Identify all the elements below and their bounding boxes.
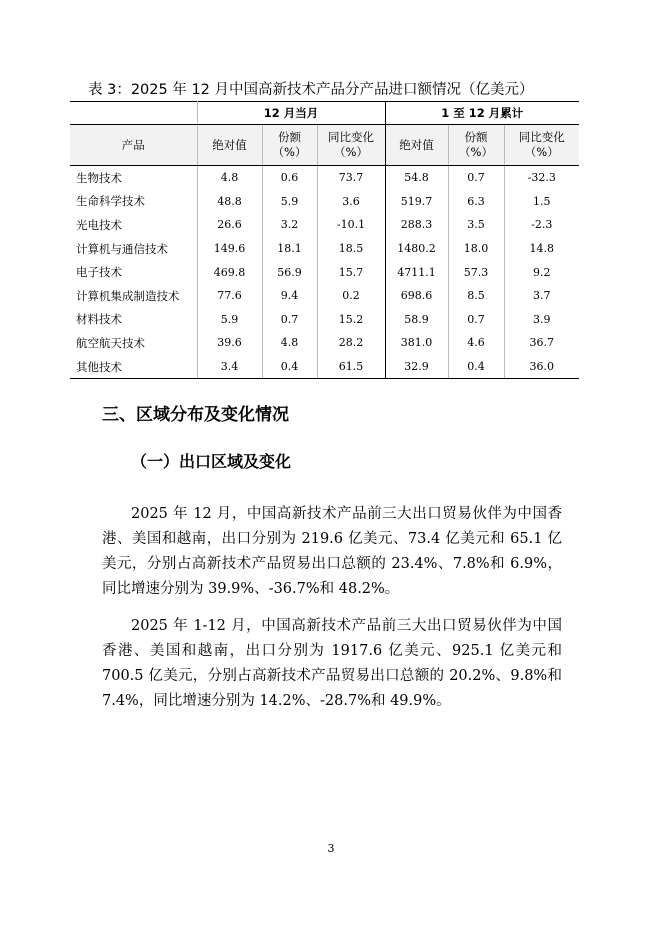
cell-ytd-share: 0.7 [448, 166, 504, 190]
cell-month-abs: 149.6 [197, 237, 262, 261]
cell-product: 计算机与通信技术 [70, 237, 197, 261]
col-header-abs-month: 绝对值 [197, 125, 262, 166]
table-row [70, 237, 579, 261]
cell-month-share: 0.4 [262, 355, 317, 379]
cell-month-yoy: 18.5 [317, 237, 385, 261]
table-row [70, 260, 579, 284]
col-header-yoy-month [317, 125, 385, 166]
cell-product: 计算机集成制造技术 [70, 284, 197, 308]
cell-product: 生物技术 [70, 166, 197, 190]
cell-month-abs: 3.4 [197, 355, 262, 379]
cell-month-abs: 39.6 [197, 331, 262, 355]
group-header-month: 12 月当月 [197, 102, 385, 125]
table-row [70, 331, 579, 355]
table-row [70, 355, 579, 379]
cell-month-yoy: 15.7 [317, 260, 385, 284]
cell-month-share: 56.9 [262, 260, 317, 284]
cell-product: 航空航天技术 [70, 331, 197, 355]
cell-ytd-share: 6.3 [448, 190, 504, 214]
cell-month-yoy: 28.2 [317, 331, 385, 355]
cell-month-yoy: 15.2 [317, 308, 385, 332]
cell-product: 光电技术 [70, 213, 197, 237]
cell-ytd-share: 0.7 [448, 308, 504, 332]
cell-ytd-abs: 58.9 [385, 308, 448, 332]
cell-ytd-yoy: 36.0 [504, 355, 579, 379]
group-header-blank [70, 102, 197, 125]
cell-month-share: 0.7 [262, 308, 317, 332]
body-paragraph: 2025 年 12 月，中国高新技术产品前三大出口贸易伙伴为中国香港、美国和越南，出口分别为 219.6 亿美元、73.4 亿美元和 65.1 亿美元，分别占高新技术产品贸易出口总额的 23.4%、7.8%和 6.9%，同比增速分别为 39.9%、-36.7%和 48.2%。 [102, 505, 562, 597]
cell-month-abs: 77.6 [197, 284, 262, 308]
cell-month-yoy: 61.5 [317, 355, 385, 379]
cell-ytd-abs: 381.0 [385, 331, 448, 355]
cell-ytd-share: 8.5 [448, 284, 504, 308]
cell-product: 其他技术 [70, 355, 197, 379]
table-row [70, 284, 579, 308]
cell-month-yoy: 0.2 [317, 284, 385, 308]
col-header-share-month [262, 125, 317, 166]
cell-month-share: 5.9 [262, 190, 317, 214]
table-group-header-row [70, 102, 579, 125]
col-header-yoy-month-text: 同比变化 （%） [328, 130, 374, 159]
cell-ytd-share: 18.0 [448, 237, 504, 261]
cell-month-share: 18.1 [262, 237, 317, 261]
col-header-yoy-ytd [504, 125, 579, 166]
cell-ytd-abs: 288.3 [385, 213, 448, 237]
table-caption: 表 3：2025 年 12 月中国高新技术产品分产品进口额情况（亿美元） [88, 82, 534, 98]
cell-month-yoy: 3.6 [317, 190, 385, 214]
cell-ytd-abs: 519.7 [385, 190, 448, 214]
subsection-heading: （一）出口区域及变化 [131, 452, 292, 471]
cell-ytd-yoy: 1.5 [533, 194, 551, 208]
import-table [70, 101, 579, 379]
cell-product: 电子技术 [70, 260, 197, 284]
cell-ytd-share: 57.3 [448, 260, 504, 284]
cell-month-abs: 469.8 [197, 260, 262, 284]
table-row [70, 166, 579, 190]
cell-month-share: 0.6 [262, 166, 317, 190]
cell-month-abs: 26.6 [197, 213, 262, 237]
col-header-abs-ytd: 绝对值 [385, 125, 448, 166]
cell-month-share: 9.4 [262, 284, 317, 308]
col-header-share-ytd [448, 125, 504, 166]
cell-ytd-abs: 54.8 [385, 166, 448, 190]
cell-ytd-yoy: -2.3 [531, 218, 553, 232]
table-row [70, 213, 579, 237]
cell-month-share: 4.8 [262, 331, 317, 355]
cell-month-abs: 48.8 [197, 190, 262, 214]
section-heading: 三、区域分布及变化情况 [102, 405, 289, 425]
col-header-yoy-ytd-text: 同比变化 （%） [518, 130, 565, 159]
body-paragraph: 2025 年 1-12 月，中国高新技术产品前三大出口贸易伙伴为中国香港、美国和越南，出口分别为 1917.6 亿美元、925.1 亿美元和 700.5 亿美元，分别占高新技术产品贸易出口总额的 20.2%、9.8%和 7.4%，同比增速分别为 14.2%、-28.7%和 49.9%。 [102, 617, 562, 709]
cell-ytd-yoy: 3.7 [533, 289, 551, 303]
table-column-header-row [70, 125, 579, 166]
cell-month-share: 3.2 [262, 213, 317, 237]
cell-ytd-share: 3.5 [448, 213, 504, 237]
cell-ytd-yoy: -32.3 [527, 171, 556, 185]
col-header-share-ytd-text: 份额 （%） [459, 130, 493, 159]
cell-month-yoy: 73.7 [317, 166, 385, 190]
table-row [70, 190, 579, 214]
cell-ytd-yoy: 36.7 [529, 336, 555, 350]
cell-ytd-yoy: 14.8 [529, 242, 555, 256]
cell-product: 材料技术 [70, 308, 197, 332]
cell-ytd-abs: 32.9 [385, 355, 448, 379]
cell-ytd-yoy: 9.2 [533, 265, 551, 279]
cell-ytd-share: 0.4 [448, 355, 504, 379]
cell-month-yoy: -10.1 [317, 213, 385, 237]
cell-ytd-abs: 1480.2 [385, 237, 448, 261]
cell-ytd-share: 4.6 [448, 331, 504, 355]
cell-month-abs: 5.9 [197, 308, 262, 332]
col-header-product: 产品 [70, 125, 197, 166]
group-header-ytd: 1 至 12 月累计 [385, 102, 579, 125]
cell-ytd-abs: 698.6 [385, 284, 448, 308]
col-header-share-month-text: 份额 （%） [272, 130, 307, 159]
cell-product: 生命科学技术 [70, 190, 197, 214]
cell-ytd-yoy: 3.9 [533, 312, 551, 326]
page-number: 3 [327, 842, 335, 855]
cell-month-abs: 4.8 [197, 166, 262, 190]
table-row [70, 308, 579, 332]
cell-ytd-abs: 4711.1 [385, 260, 448, 284]
